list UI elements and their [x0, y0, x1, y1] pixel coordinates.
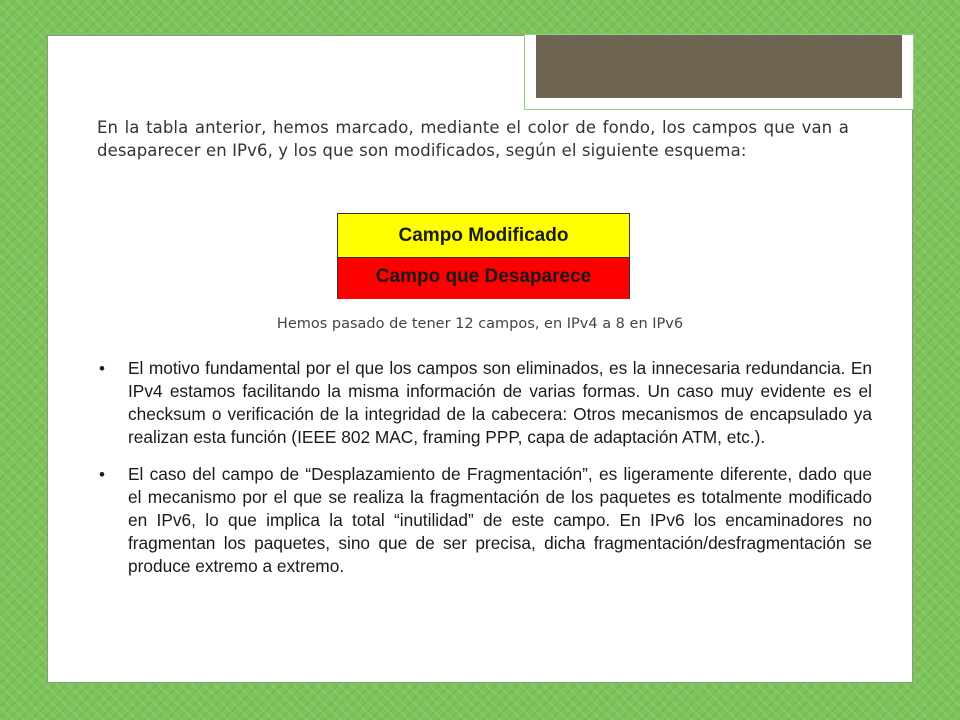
legend-row-removed: Campo que Desaparece	[338, 258, 629, 299]
bullet-text: El motivo fundamental por el que los campos son eliminados, es la innecesaria redundancia. En IPv4 estamos facilitando la misma información de varias formas. Un caso muy evidente es el checksum o verificación de la integridad de la cabecera: Otros mecanismos de encapsulado ya realizan esta función (IEEE 802 MAC, framing PPP, capa de adaptación ATM, etc.).	[128, 358, 872, 447]
decorative-title-tab	[524, 34, 914, 110]
decorative-title-block	[536, 35, 902, 98]
bullet-list	[97, 357, 872, 592]
bullet-text: El caso del campo de “Desplazamiento de Fragmentación”, es ligeramente diferente, dado que el mecanismo por el que se realiza la fragmentación de los paquetes es totalmente modificado en IPv6, lo que implica la total “inutilidad” de este campo. En IPv6 los encaminadores no fragmentan los paquetes, sino que de ser precisa, dicha fragmentación/desfragmentación se produce extremo a extremo.	[128, 464, 872, 576]
bullet-item-redundancy	[97, 357, 872, 449]
bullet-icon: •	[99, 359, 105, 378]
legend-row-modified: Campo Modificado	[338, 213, 629, 258]
fields-caption: Hemos pasado de tener 12 campos, en IPv4 a 8 en IPv6	[276, 316, 684, 332]
bullet-icon: •	[99, 465, 105, 484]
legend-table	[337, 213, 630, 299]
intro-paragraph: En la tabla anterior, hemos marcado, mediante el color de fondo, los campos que van a desaparecer en IPv6, y los que son modificados, según el siguiente esquema:	[97, 118, 849, 160]
bullet-item-fragmentation	[97, 463, 872, 578]
